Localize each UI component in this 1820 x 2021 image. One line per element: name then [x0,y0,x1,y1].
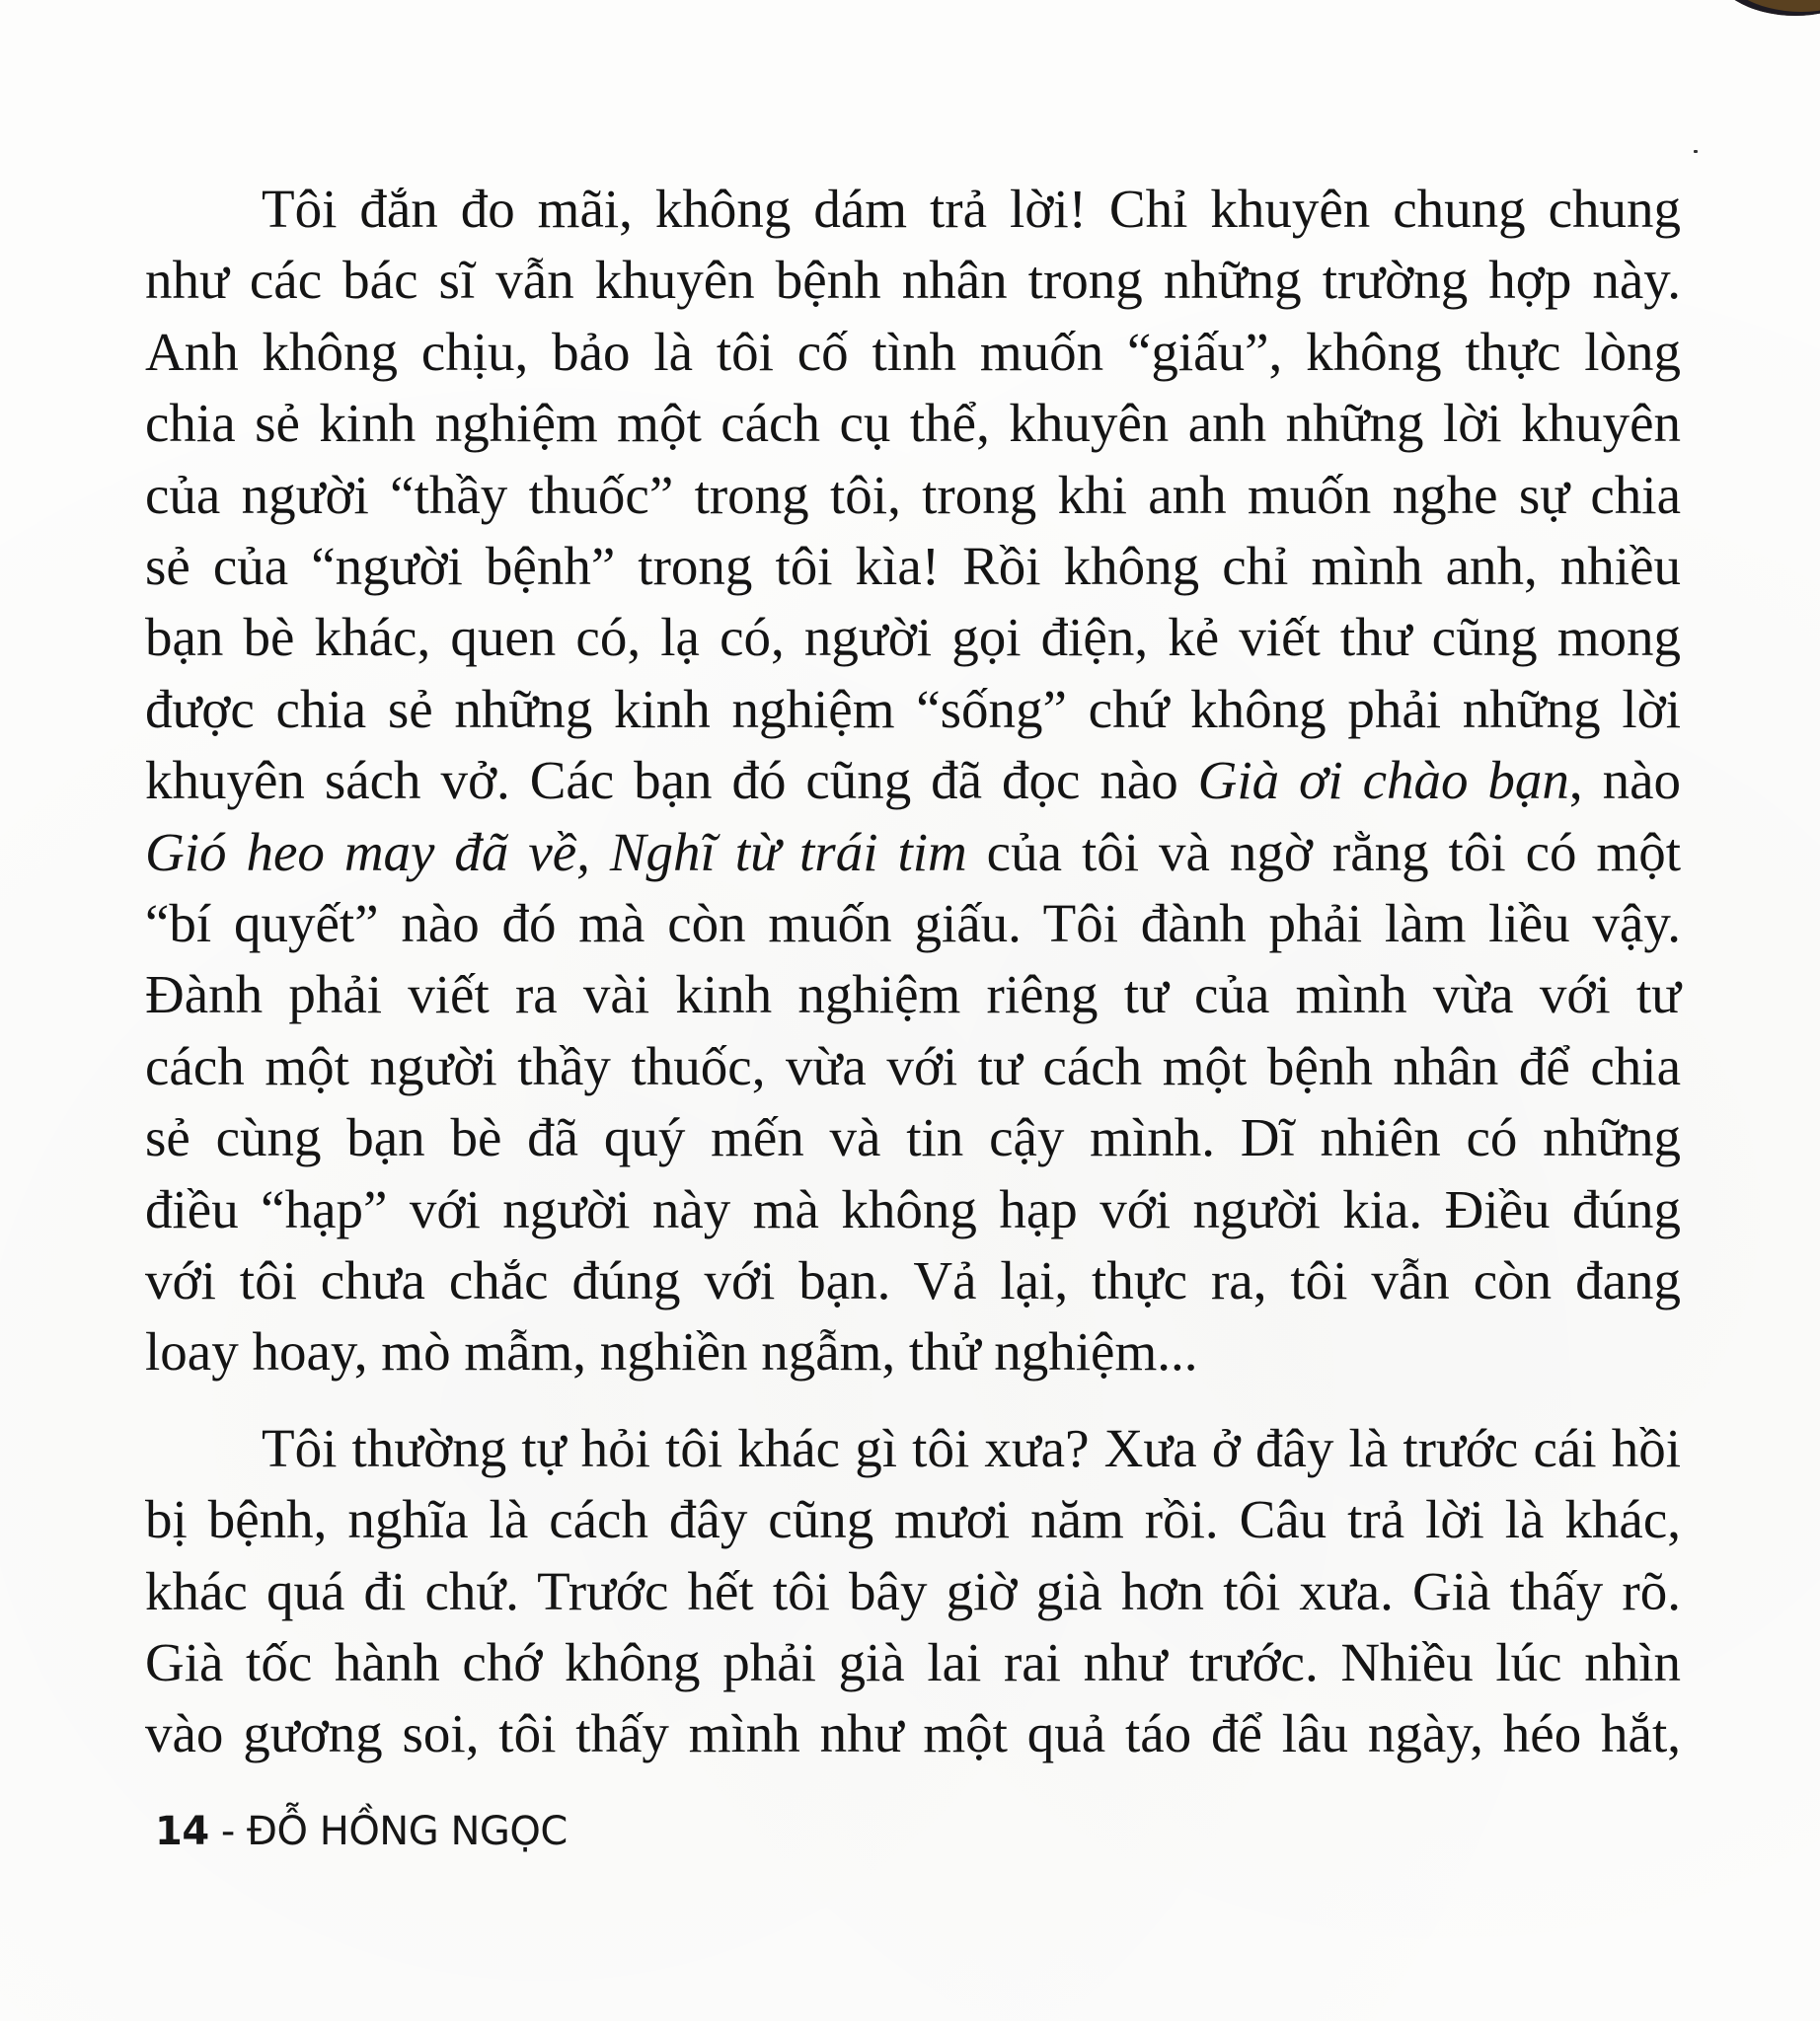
page-corner-shadow [1711,0,1820,16]
paragraph-2-line-3: khác quá đi chứ. Trước hết tôi bây giờ già hơn tôi xưa. Già thấy rõ. [145,1561,1681,1621]
paragraph-1-line-5: của người “thầy thuốc” trong tôi, trong khi anh muốn nghe sự chia [145,465,1681,525]
book-title: Già ơi chào bạn [1197,750,1569,810]
paragraph-1-line-1: Tôi đắn đo mãi, không dám trả lời! Chỉ khuyên chung chung [262,179,1681,239]
paragraph-2-line-5: vào gương soi, tôi thấy mình như một quả táo để lâu ngày, héo hắt, [145,1703,1681,1763]
paragraph-1-line-9: khuyên sách vở. Các bạn đó cũng đã đọc nào Già ơi chào bạn, nào [145,750,1681,810]
paragraph-1-line-2: như các bác sĩ vẫn khuyên bệnh nhân trong những trường hợp này. [145,250,1681,310]
paragraph-1-line-4: chia sẻ kinh nghiệm một cách cụ thể, khuyên anh những lời khuyên [145,393,1681,453]
paragraph-2-line-1: Tôi thường tự hỏi tôi khác gì tôi xưa? Xưa ở đây là trước cái hồi [262,1418,1681,1478]
paragraph-1-line-14: sẻ cùng bạn bè đã quý mến và tin cậy mình. Dĩ nhiên có những [145,1107,1681,1167]
paragraph-1-line-6: sẻ của “người bệnh” trong tôi kìa! Rồi không chỉ mình anh, nhiều [145,536,1681,596]
paragraph-1-line-16: với tôi chưa chắc đúng với bạn. Vả lại, thực ra, tôi vẫn còn đang [145,1250,1681,1310]
paragraph-1-line-3: Anh không chịu, bảo là tôi cố tình muốn “giấu”, không thực lòng [145,322,1681,382]
paragraph-1-line-8: được chia sẻ những kinh nghiệm “sống” chứ không phải những lời [145,679,1681,739]
author-name: ĐỖ HỒNG NGỌC [247,1809,568,1854]
paragraph-1-line-13: cách một người thầy thuốc, vừa với tư cách một bệnh nhân để chia [145,1036,1681,1096]
book-title: Gió heo may đã về, Nghĩ từ trái tim [145,822,967,882]
paragraph-2-line-2: bị bệnh, nghĩa là cách đây cũng mươi năm rồi. Câu trả lời là khác, [145,1489,1681,1549]
page-footer [155,1808,568,1855]
footer-separator: - [208,1809,248,1854]
paragraph-1-line-15: điều “hạp” với người này mà không hạp với người kia. Điều đúng [145,1179,1681,1239]
paragraph-1-line-11: “bí quyết” nào đó mà còn muốn giấu. Tôi đành phải làm liều vậy. [145,893,1681,953]
paragraph-1-line-10: Gió heo may đã về, Nghĩ từ trái tim của tôi và ngờ rằng tôi có một [145,822,1681,882]
paragraph-2-line-4: Già tốc hành chớ không phải già lai rai như trước. Nhiều lúc nhìn [145,1632,1681,1692]
page-number: 14 [155,1809,209,1854]
paragraph-1-line-12: Đành phải viết ra vài kinh nghiệm riêng tư của mình vừa với tư [145,964,1681,1024]
paragraph-1-line-17: loay hoay, mò mẫm, nghiền ngẫm, thử nghiệm... [145,1321,1198,1382]
paragraph-1-line-7: bạn bè khác, quen có, lạ có, người gọi điện, kẻ viết thư cũng mong [145,607,1681,667]
paper-speck [1694,150,1698,153]
